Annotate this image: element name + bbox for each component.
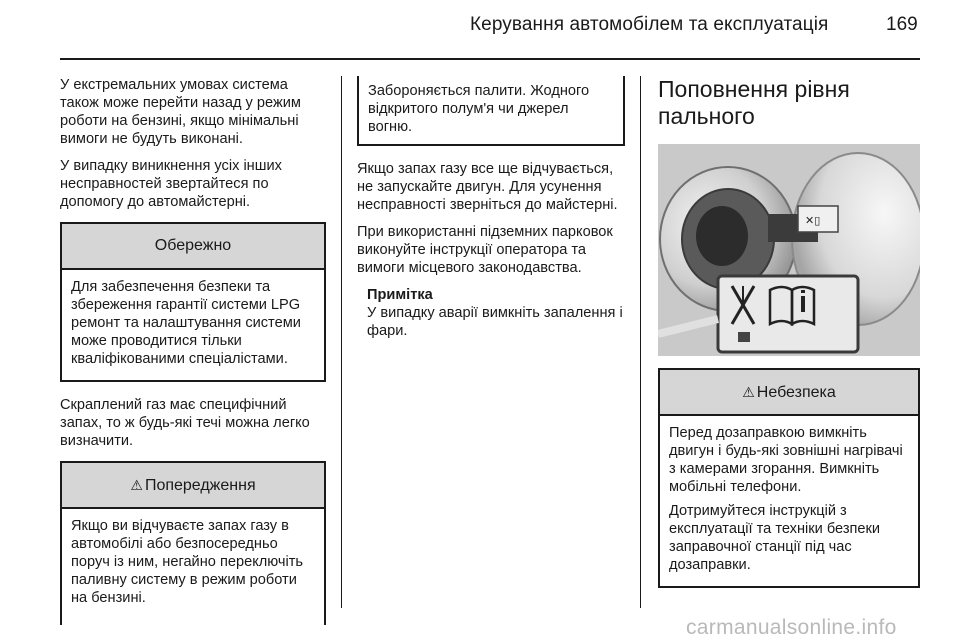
danger-box-title: Небезпека: [756, 384, 836, 401]
page-number: 169: [886, 14, 918, 35]
note-text: У випадку аварії вимкніть запалення і фари.: [367, 305, 623, 339]
column-2: [357, 76, 625, 340]
paragraph: Якщо запах газу все ще відчувається, не запускайте двигун. Для усунення несправності зверніться до майстерні.: [357, 161, 618, 213]
watermark: carmanualsonline.info: [686, 616, 897, 639]
column-divider: [640, 76, 641, 608]
header-rule: [60, 58, 920, 60]
danger-box-text: Дотримуйтеся інструкцій з експлуатації та техніки безпеки заправочної станції під час дозаправки.: [669, 503, 881, 573]
caution-box-text: Для забезпечення безпеки та збереження гарантії системи LPG ремонт та налаштування системи може проводитися тільки кваліфікованими спеціалістами.: [71, 279, 301, 367]
warning-box-text: Якщо ви відчуваєте запах газу в автомобілі або безпосередньо поруч із ним, негайно переключіть паливну систему в режим роботи на бензині.: [71, 518, 304, 606]
warning-triangle-icon: ⚠: [130, 477, 143, 493]
column-1: [60, 76, 326, 625]
column-3: [658, 76, 920, 602]
danger-box-header: [660, 370, 918, 416]
page-header-title: Керування автомобілем та експлуатація: [470, 14, 829, 35]
warning-box: [60, 461, 326, 625]
section-title: Поповнення рівня пального: [658, 76, 850, 129]
svg-text:✕▯: ✕▯: [805, 214, 821, 227]
danger-box: [658, 368, 920, 588]
danger-box-text: Перед дозаправкою вимкніть двигун і будь-які зовнішні нагрівачі з камерами згорання. Вимкніть мобільні телефони.: [669, 425, 903, 495]
warning-box-title: Попередження: [144, 477, 256, 494]
note-label: Примітка: [367, 287, 433, 303]
paragraph: У екстремальних умовах система також може перейти назад у режим роботи на бензині, якщо мінімальні вимоги не будуть виконані.: [60, 77, 301, 147]
warning-triangle-icon: ⚠: [742, 384, 755, 400]
paragraph: У випадку виникнення усіх інших несправностей звертайтеся по допомогу до автомайстерні.: [60, 158, 282, 210]
fuel-filler-flap-illustration: [658, 144, 920, 356]
paragraph: Скраплений газ має специфічний запах, то ж будь-які течі можна легко визначити.: [60, 397, 310, 449]
warning-box-continued: [357, 76, 625, 146]
caution-box: [60, 222, 326, 382]
warning-box-continued-text: Забороняється палити. Жодного відкритого полум'я чи джерел вогню.: [368, 83, 590, 135]
note: [357, 286, 625, 340]
warning-box-header: [62, 463, 324, 509]
column-divider: [341, 76, 342, 608]
caution-box-title: Обережно: [62, 224, 324, 270]
paragraph: При використанні підземних парковок виконуйте інструкції оператора та вимоги місцевого законодавства.: [357, 224, 613, 276]
